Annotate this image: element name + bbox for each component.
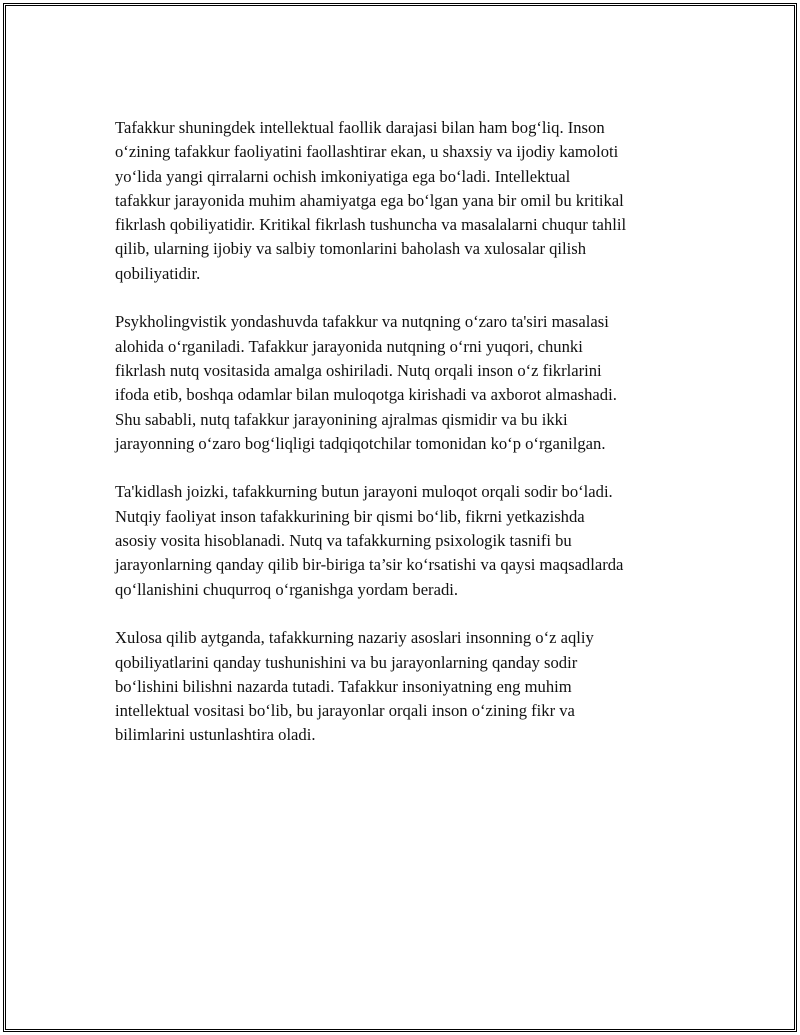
paragraph-2: Psykholingvistik yondashuvda tafakkur va nutqning o‘zaro ta'siri masalasi alohida o‘rganiladi. Tafakkur jarayonida nutqning o‘rni yuqori, chunki fikrlash nutq vositasida amalga oshiriladi. Nutq orqali inson o‘z fikrlarini ifoda etib, boshqa odamlar bilan muloqotga kirishadi va axborot almashadi. Shu sababli, nutq tafakkur jarayonining ajralmas qismidir va bu ikki jarayonning o‘zaro bog‘liqligi tadqiqotchilar tomonidan ko‘p o‘rganilgan.	[115, 312, 617, 453]
paragraph-1: Tafakkur shuningdek intellektual faollik darajasi bilan ham bog‘liq. Inson o‘zining tafakkur faoliyatini faollashtirar ekan, u shaxsiy va ijodiy kamoloti yo‘lida yangi qirralarni ochish imkoniyatiga ega bo‘ladi. Intellektual tafakkur jarayonida muhim ahamiyatga ega bo‘lgan yana bir omil bu kritikal fikrlash qobiliyatidir. Kritikal fikrlash tushuncha va masalalarni chuqur tahlil qilib, ularning ijobiy va salbiy tomonlarini baholash va xulosalar qilish qobiliyatidir.	[115, 118, 627, 283]
document-body	[115, 116, 687, 772]
paragraph-3: Ta'kidlash joizki, tafakkurning butun jarayoni muloqot orqali sodir bo‘ladi. Nutqiy faoliyat inson tafakkurining bir qismi bo‘lib, fikrni yetkazishda asosiy vosita hisoblanadi. Nutq va tafakkurning psixologik tasnifi bu jarayonlarning qanday qilib bir-biriga ta’sir ko‘rsatishi va qaysi maqsadlarda qo‘llanishini chuqurroq o‘rganishga yordam beradi.	[115, 482, 624, 599]
paragraph-4: Xulosa qilib aytganda, tafakkurning nazariy asoslari insonning o‘z aqliy qobiliyatlarini qanday tushunishini va bu jarayonlarning qanday sodir bo‘lishini bilishni nazarda tutadi. Tafakkur insoniyatning eng muhim intellektual vositasi bo‘lib, bu jarayonlar orqali inson o‘zining fikr va bilimlarini ustunlashtira oladi.	[115, 628, 594, 745]
